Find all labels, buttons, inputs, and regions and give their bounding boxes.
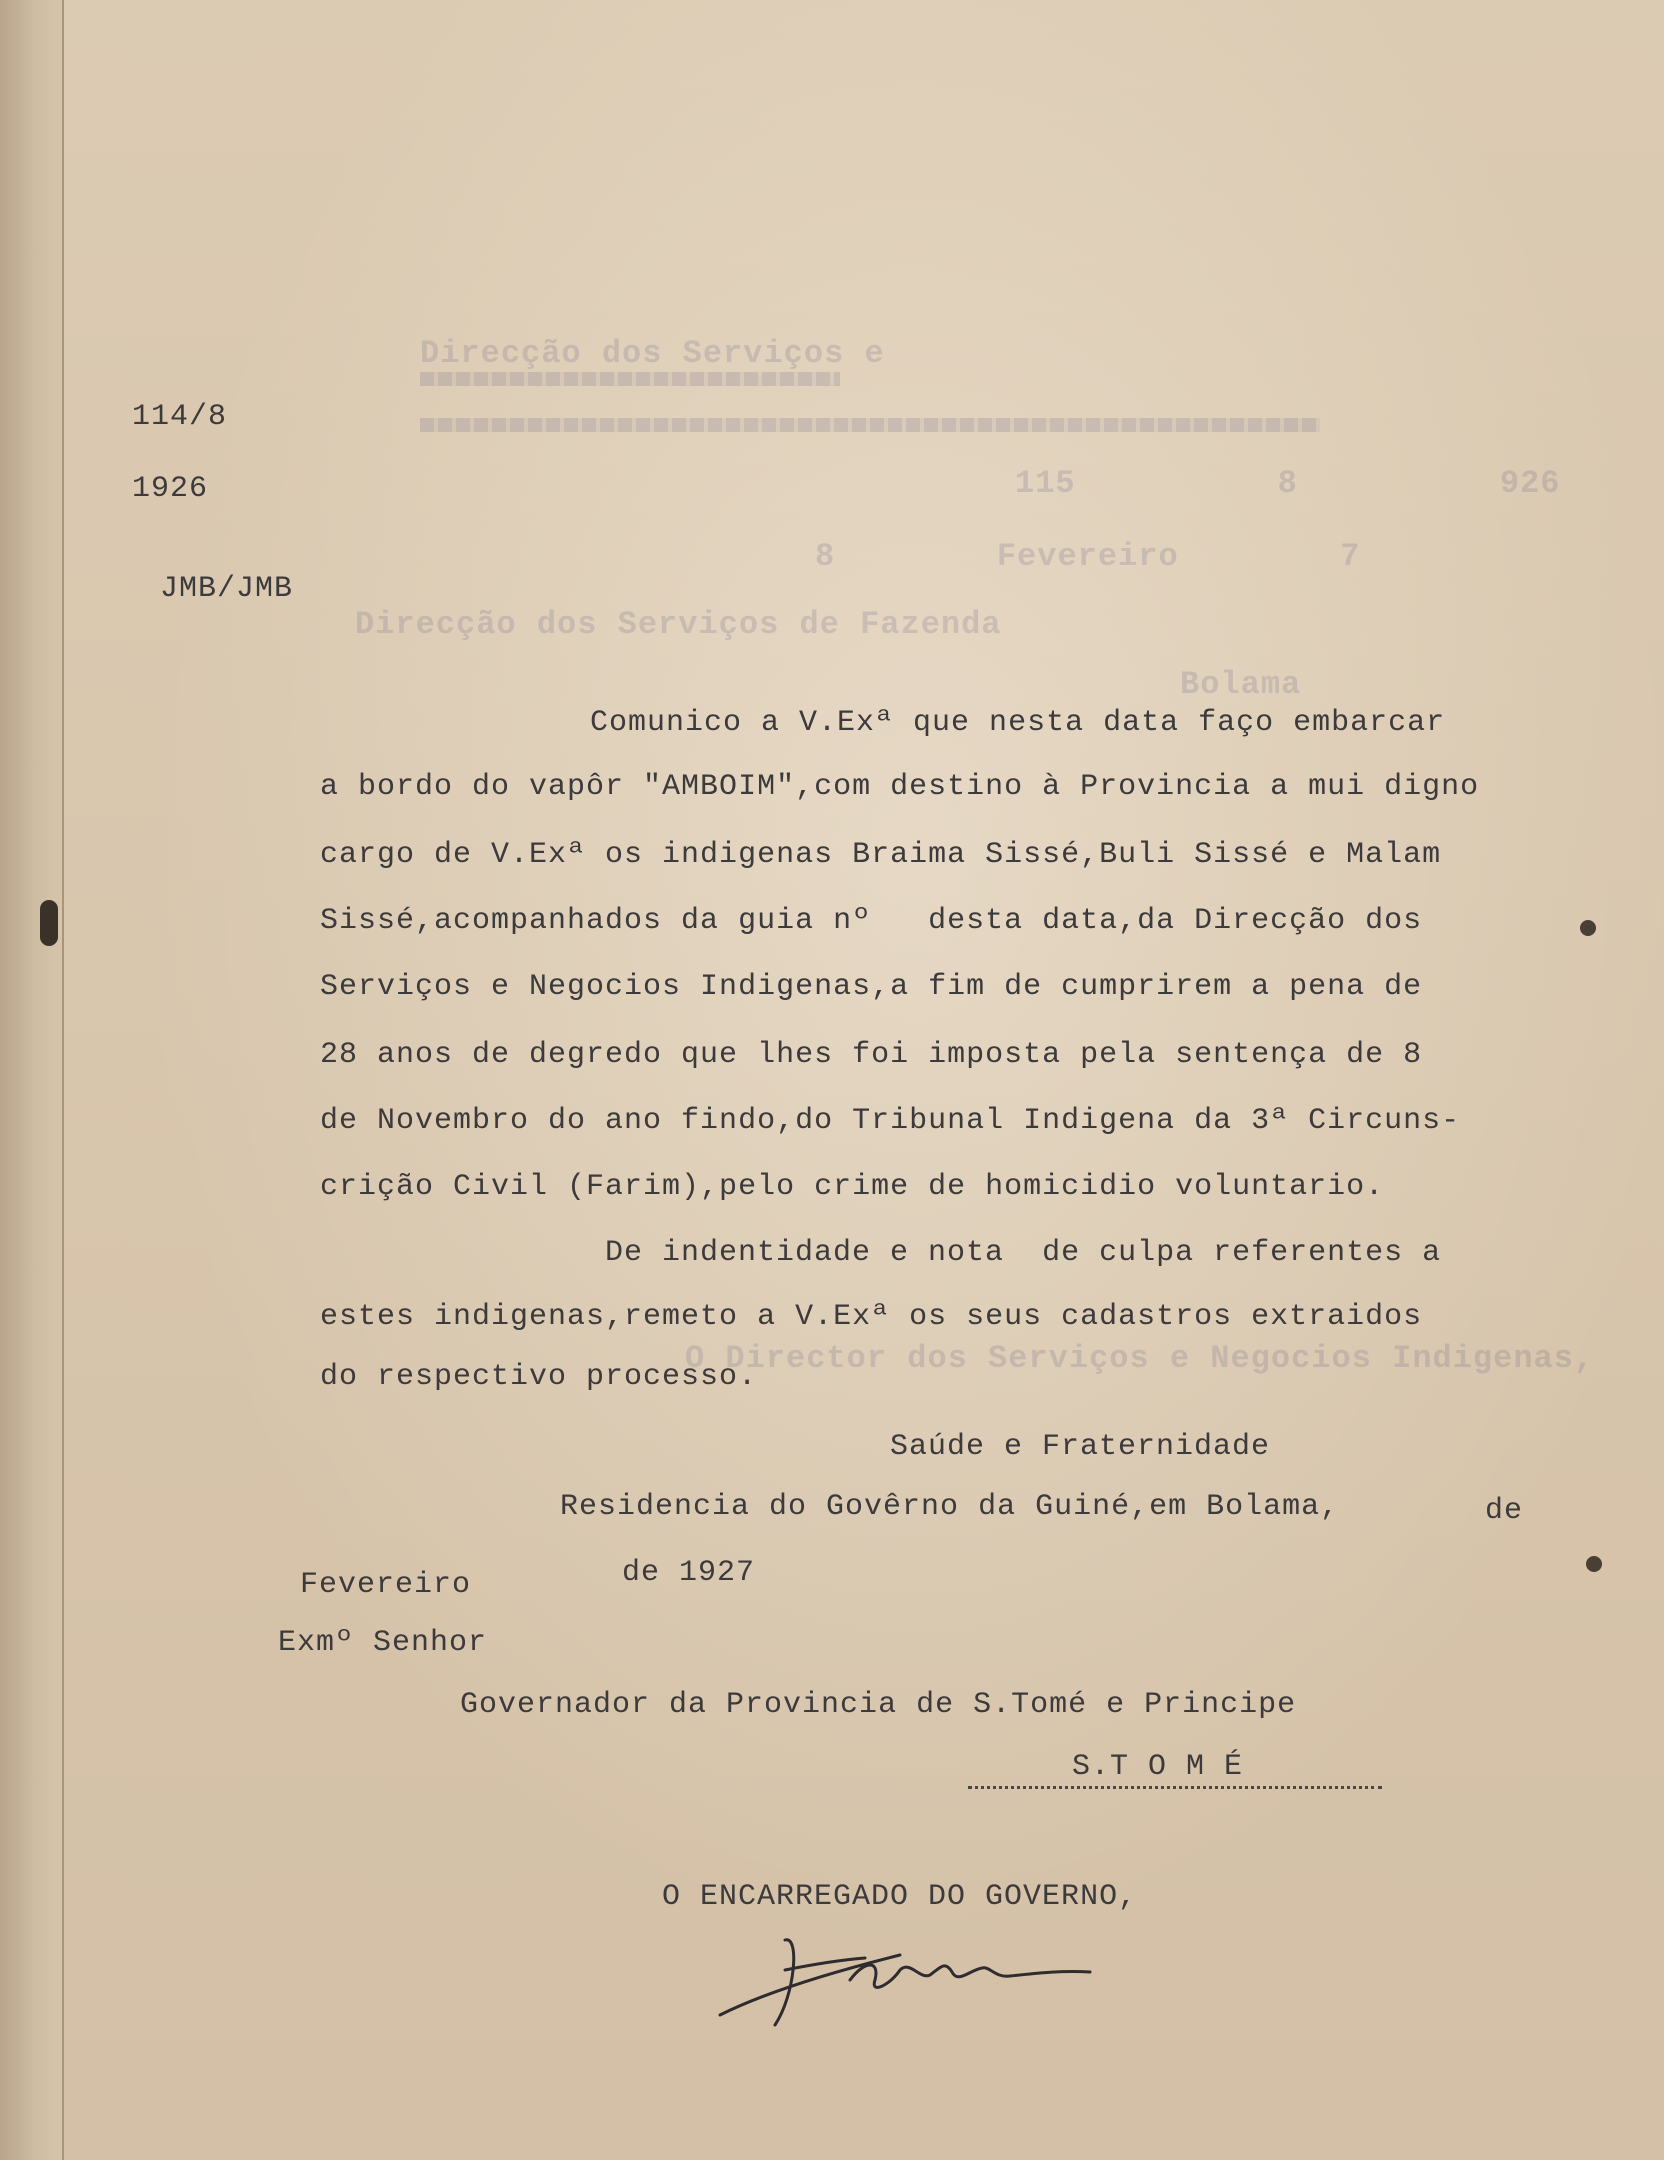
bleed-through-strike	[420, 372, 840, 386]
reference-number: 114/8	[132, 400, 228, 434]
signatory-title: O ENCARREGADO DO GOVERNO,	[662, 1880, 1138, 1914]
body-line: crição Civil (Farim),pelo crime de homicidio voluntario.	[320, 1170, 1385, 1204]
addressee-location: S.T O M É	[1072, 1750, 1244, 1784]
body-line: estes indigenas,remeto a V.Exª os seus cadastros extraidos	[320, 1300, 1423, 1334]
bleed-through-line: Bolama	[1180, 666, 1302, 703]
bleed-through-line: 8 Fevereiro 7	[815, 538, 1361, 575]
date-de: de	[1485, 1494, 1524, 1528]
paper-mark	[1586, 1556, 1602, 1572]
body-line: cargo de V.Exª os indigenas Braima Sissé,Buli Sissé e Malam	[320, 838, 1442, 872]
body-line: 28 anos de degredo que lhes foi imposta pela sentença de 8	[320, 1038, 1423, 1072]
closing-salutation: Saúde e Fraternidade	[890, 1430, 1271, 1464]
bleed-through-line: Direcção dos Serviços e	[420, 335, 885, 372]
bleed-through-line: 115 8 926	[1015, 465, 1561, 502]
location-underline	[968, 1786, 1382, 1789]
body-line: Sissé,acompanhados da guia nº desta data,da Direcção dos	[320, 904, 1423, 938]
typist-initials: JMB/JMB	[160, 572, 294, 606]
body-line: a bordo do vapôr "AMBOIM",com destino à Provincia a mui digno	[320, 770, 1480, 804]
bleed-through-strike	[420, 418, 1320, 432]
body-line: Serviços e Negocios Indigenas,a fim de cumprirem a pena de	[320, 970, 1423, 1004]
date-month: Fevereiro	[300, 1568, 472, 1602]
bleed-through-line: Direcção dos Serviços de Fazenda	[355, 606, 1002, 643]
place-line: Residencia do Govêrno da Guiné,em Bolama,	[560, 1490, 1340, 1524]
date-year: de 1927	[622, 1556, 756, 1590]
body-line: Comunico a V.Exª que nesta data faço embarcar	[590, 706, 1446, 740]
binding-hole	[40, 900, 58, 946]
body-line: De indentidade e nota de culpa referentes a	[605, 1236, 1442, 1270]
body-line: de Novembro do ano findo,do Tribunal Indigena da 3ª Circuns-	[320, 1104, 1461, 1138]
paper-mark	[1580, 920, 1596, 936]
reference-year: 1926	[132, 472, 209, 506]
addressee-title: Governador da Provincia de S.Tomé e Principe	[460, 1688, 1297, 1722]
bleed-through-line: O Director dos Serviços e Negocios Indigenas,	[685, 1340, 1595, 1377]
page-binding-edge	[0, 0, 64, 2160]
handwritten-signature	[690, 1900, 1110, 2040]
body-line: do respectivo processo.	[320, 1360, 758, 1394]
addressee-salutation: Exmº Senhor	[278, 1626, 488, 1660]
